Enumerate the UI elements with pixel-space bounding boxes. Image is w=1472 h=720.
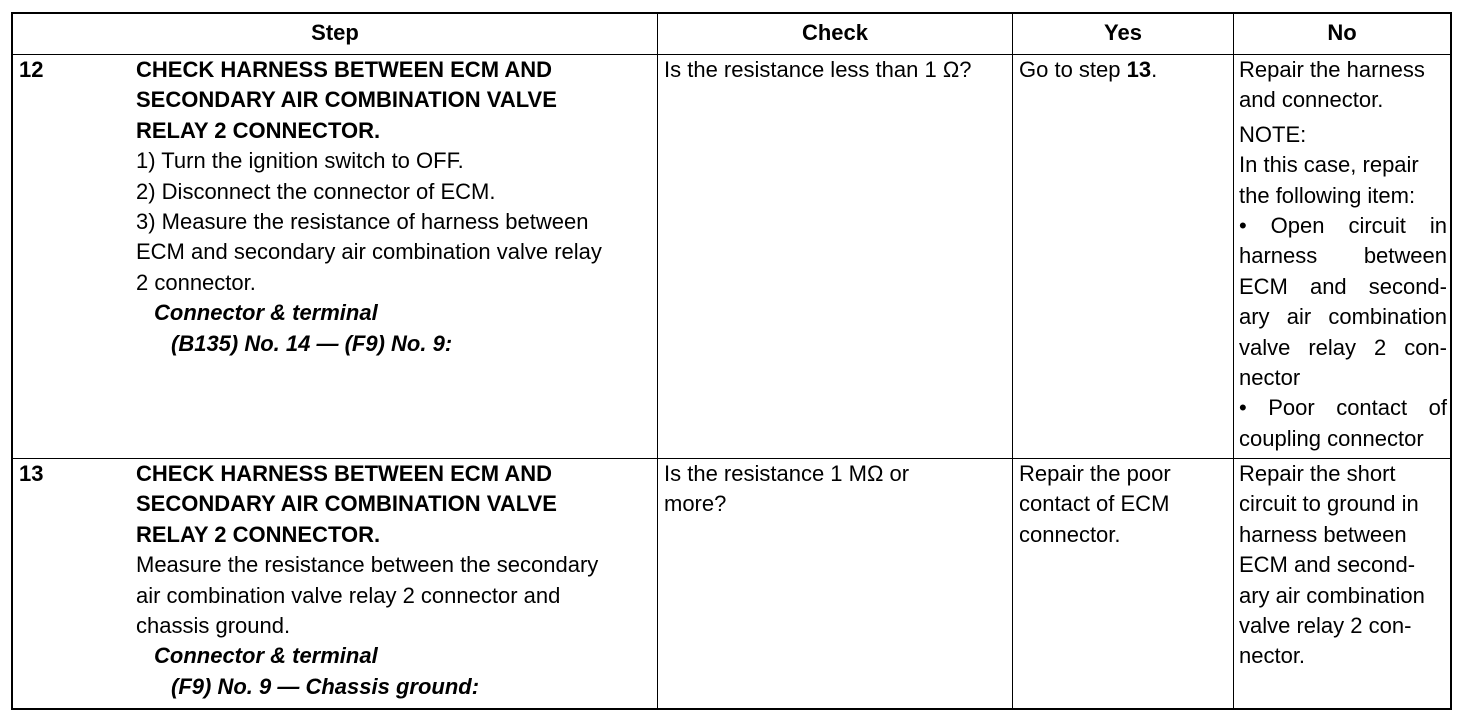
instruction-line: 2 connector. [136,269,256,295]
yes-prefix: Go to step [1019,57,1127,82]
instruction-line: 1) Turn the ignition switch to OFF. [136,148,464,174]
instruction-line: chassis ground. [136,613,291,639]
no-line: harness between [1239,243,1447,269]
table-border-right [1450,12,1452,710]
yes-line: connector. [1019,521,1121,547]
instruction-line: 2) Disconnect the connector of ECM. [136,178,496,204]
check-line: more? [664,491,727,517]
check-line: Is the resistance 1 MΩ or [664,461,910,486]
no-line: valve relay 2 con- [1239,613,1412,639]
instruction-line: ECM and secondary air combination valve relay [136,239,602,265]
header-yes: Yes [1104,20,1142,45]
no-line: ECM and second- [1239,273,1447,299]
no-line: ary air combination [1239,304,1447,330]
no-line: harness between [1239,521,1407,547]
no-line: Repair the short [1239,461,1396,486]
no-line: • Poor contact of [1239,395,1447,421]
yes-line: contact of ECM [1019,491,1170,517]
yes-step-link: 13 [1126,57,1152,82]
no-line: nector [1239,365,1301,391]
check-line: Is the resistance less than 1 Ω? [664,57,972,82]
header-step: Step [311,20,359,45]
spec-label: Connector & terminal [154,643,378,669]
step-title-line: CHECK HARNESS BETWEEN ECM AND [136,57,552,82]
no-line: • Open circuit in [1239,213,1447,239]
no-line: In this case, repair [1239,152,1419,178]
yes-text [1019,55,1231,85]
no-line: coupling connector [1239,425,1424,451]
yes-suffix: . [1151,57,1158,82]
step-title-line: RELAY 2 CONNECTOR. [136,521,381,547]
yes-line: Repair the poor [1019,461,1171,486]
yes-text [1019,459,1231,550]
no-line: ary air combination [1239,582,1425,608]
table-border-bottom [11,708,1452,710]
check-text [664,55,1010,85]
header-no: No [1327,20,1357,45]
no-line: valve relay 2 con- [1239,334,1447,360]
instruction-line: air combination valve relay 2 connector and [136,582,561,608]
col-divider-no [1233,12,1234,710]
step-number: 12 [19,57,44,82]
step-title-line: RELAY 2 CONNECTOR. [136,117,381,143]
col-divider-check [657,12,658,710]
step-title-line: SECONDARY AIR COMBINATION VALVE [136,87,557,113]
spec-value: (F9) No. 9 — Chassis ground: [171,673,480,699]
no-line: Repair the harness [1239,57,1425,82]
spec-label: Connector & terminal [154,300,378,326]
spec-value: (B135) No. 14 — (F9) No. 9: [171,330,453,356]
check-text [664,459,1010,520]
step-number: 13 [19,461,44,486]
step-title-line: CHECK HARNESS BETWEEN ECM AND [136,461,552,486]
no-line: and connector. [1239,87,1384,113]
no-line: circuit to ground in [1239,491,1419,517]
table-border-left [11,12,13,710]
step-title-line: SECONDARY AIR COMBINATION VALVE [136,491,557,517]
no-line: ECM and second- [1239,552,1416,578]
no-line: nector. [1239,643,1306,669]
note-label: NOTE: [1239,121,1307,147]
step-content [136,55,654,359]
no-line: the following item: [1239,182,1416,208]
step-content [136,459,654,702]
instruction-line: 3) Measure the resistance of harness between [136,209,589,235]
no-text [1239,459,1447,672]
instruction-line: Measure the resistance between the secondary [136,552,599,578]
no-text [1239,55,1447,454]
diagnostic-table [11,12,1452,710]
header-check: Check [801,20,869,45]
col-divider-yes [1012,12,1013,710]
